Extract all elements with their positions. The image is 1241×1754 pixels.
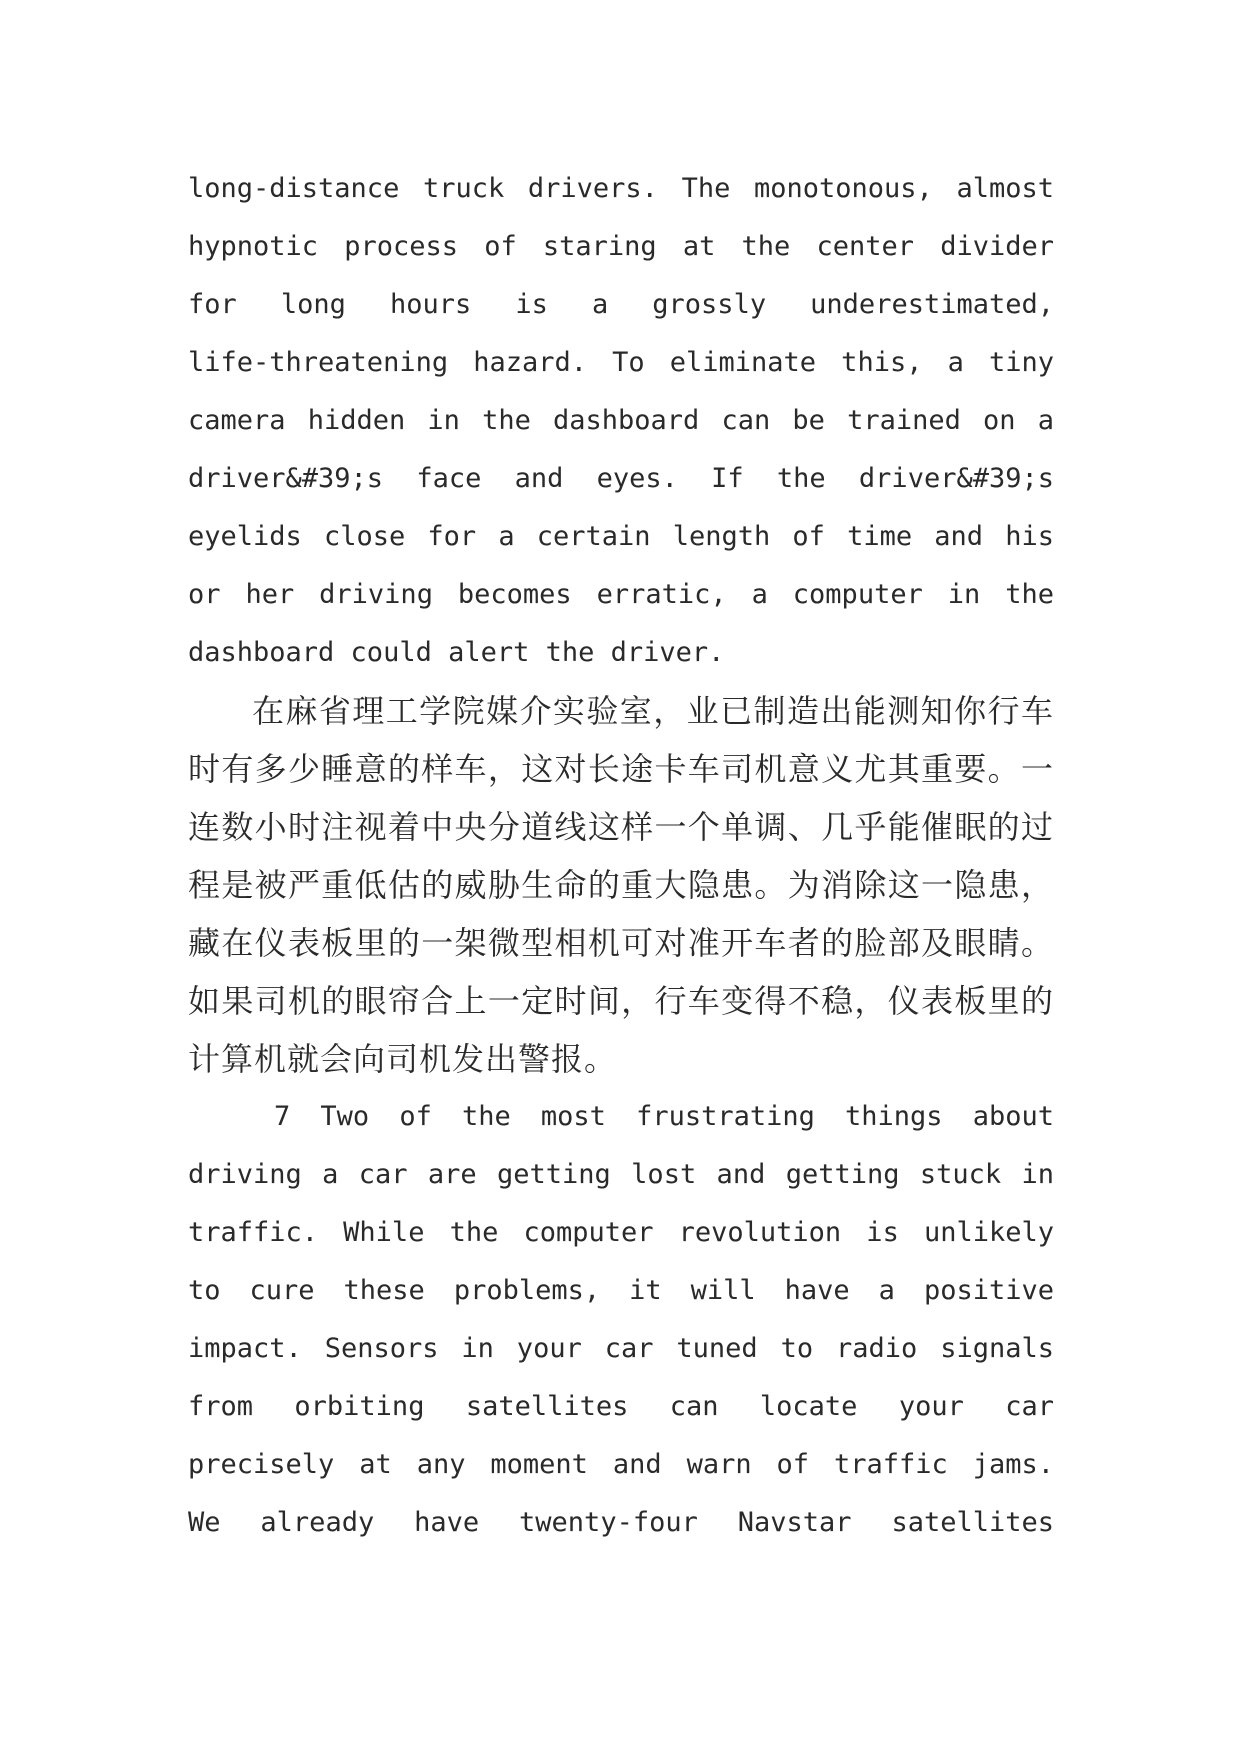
- text-line: dashboard could alert the driver.: [188, 637, 725, 668]
- text-line: driving a car are getting lost and getting stuck in: [188, 1159, 1054, 1190]
- paragraph-zh: [188, 682, 1054, 1088]
- text-line: precisely at any moment and warn of traffic jams.: [188, 1449, 1054, 1480]
- text-line: hypnotic process of staring at the center divider: [188, 231, 1054, 262]
- text-line: long-distance truck drivers. The monotonous, almost: [188, 173, 1054, 204]
- text-line: for long hours is a grossly underestimated,: [188, 289, 1054, 320]
- paragraph-en-2: [188, 1088, 1054, 1552]
- text-line: 如果司机的眼帘合上一定时间，行车变得不稳，仪表板里的: [188, 982, 1054, 1020]
- text-line: eyelids close for a certain length of time and his: [188, 521, 1054, 552]
- text-line: 时有多少睡意的样车，这对长途卡车司机意义尤其重要。一: [188, 750, 1054, 788]
- text-line: traffic. While the computer revolution is unlikely: [188, 1217, 1054, 1248]
- text-line: from orbiting satellites can locate your car: [188, 1391, 1054, 1422]
- text-line: 7 Two of the most frustrating things about: [274, 1101, 1054, 1132]
- text-line: to cure these problems, it will have a positive: [188, 1275, 1054, 1306]
- text-line: 程是被严重低估的威胁生命的重大隐患。为消除这一隐患，: [188, 866, 1054, 904]
- text-line: driver&#39;s face and eyes. If the driver&#39;s: [188, 463, 1054, 494]
- text-line: impact. Sensors in your car tuned to radio signals: [188, 1333, 1054, 1364]
- text-line: camera hidden in the dashboard can be trained on a: [188, 405, 1054, 436]
- text-line: 计算机就会向司机发出警报。: [188, 1040, 618, 1078]
- text-line: 在麻省理工学院媒介实验室，业已制造出能测知你行车: [252, 692, 1054, 730]
- text-line: life-threatening hazard. To eliminate this, a tiny: [188, 347, 1054, 378]
- text-line: 连数小时注视着中央分道线这样一个单调、几乎能催眠的过: [188, 808, 1054, 846]
- text-line: We already have twenty-four Navstar satellites: [188, 1507, 1054, 1538]
- paragraph-en-1: [188, 160, 1054, 682]
- document-body: [188, 160, 1054, 1552]
- text-line: or her driving becomes erratic, a computer in the: [188, 579, 1054, 610]
- text-line: 藏在仪表板里的一架微型相机可对准开车者的脸部及眼睛。: [188, 924, 1054, 962]
